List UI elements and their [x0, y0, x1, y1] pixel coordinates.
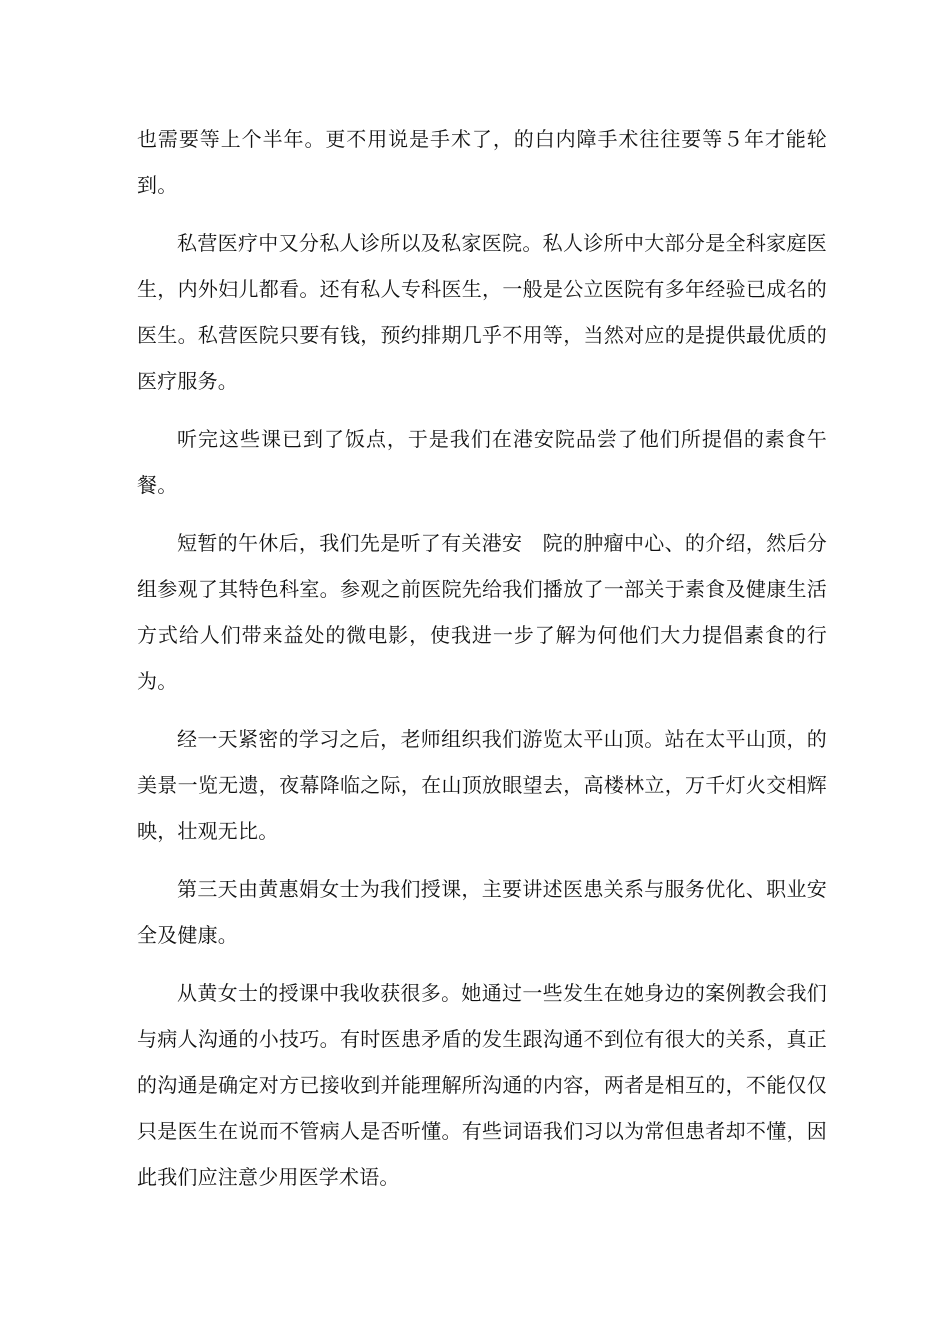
paragraph-1: 也需要等上个半年。更不用说是手术了，的白内障手术往往要等５年才能轮到。	[137, 127, 827, 197]
paragraph-4: 短暂的午休后，我们先是听了有关港安 院的肿瘤中心、的介绍，然后分组参观了其特色科室。参观之前医院先给我们播放了一部关于素食及健康生活方式给人们带来益处的微电影，使我进一步了解为何他们大力提倡素食的行为。	[137, 531, 827, 693]
document-body	[137, 116, 827, 1212]
paragraph-3: 听完这些课已到了饭点，于是我们在港安院品尝了他们所提倡的素食午餐。	[137, 427, 827, 497]
paragraph-5: 经一天紧密的学习之后，老师组织我们游览太平山顶。站在太平山顶，的美景一览无遗，夜幕降临之际，在山顶放眼望去，高楼林立，万千灯火交相辉映，壮观无比。	[137, 727, 827, 843]
paragraph-6: 第三天由黄惠娟女士为我们授课，主要讲述医患关系与服务优化、职业安全及健康。	[137, 877, 827, 947]
paragraph-2: 私营医疗中又分私人诊所以及私家医院。私人诊所中大部分是全科家庭医生，内外妇儿都看。还有私人专科医生，一般是公立医院有多年经验已成名的医生。私营医院只要有钱，预约排期几乎不用等，当然对应的是提供最优质的医疗服务。	[137, 231, 827, 393]
paragraph-7: 从黄女士的授课中我收获很多。她通过一些发生在她身边的案例教会我们与病人沟通的小技巧。有时医患矛盾的发生跟沟通不到位有很大的关系，真正的沟通是确定对方已接收到并能理解所沟通的内容，两者是相互的，不能仅仅只是医生在说而不管病人是否听懂。有些词语我们习以为常但患者却不懂，因此我们应注意少用医学术语。	[137, 981, 827, 1189]
